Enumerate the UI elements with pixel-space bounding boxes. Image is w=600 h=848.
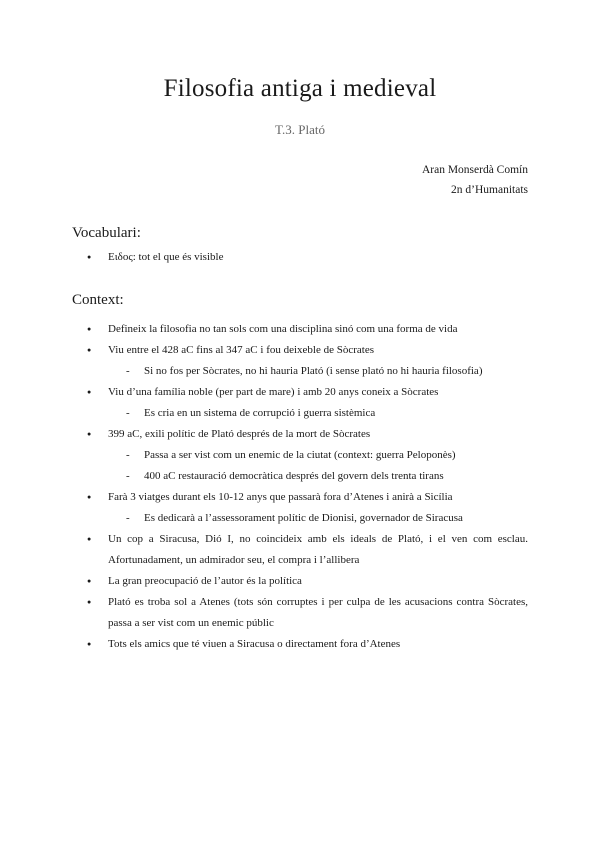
author-block bbox=[422, 160, 528, 200]
list-item: ● Ειδος: tot el que és visible bbox=[72, 247, 528, 268]
sub-list-item: - Es dedicarà a l’assessorament polític de Dionisi, governador de Siracusa bbox=[108, 508, 528, 529]
section-heading-vocabulari: Vocabulari: bbox=[72, 225, 141, 241]
sub-list bbox=[108, 361, 528, 382]
list-item bbox=[72, 592, 528, 634]
list-item bbox=[72, 424, 528, 487]
list-item-text: Plató es troba sol a Atenes (tots són corruptes i per culpa de les acusacions contra Sòcrates, passa a ser vist com un enemic públic bbox=[108, 596, 528, 629]
author-name: Aran Monserdà Comín bbox=[421, 164, 528, 176]
list-item bbox=[72, 634, 528, 655]
list-item bbox=[72, 487, 528, 529]
sub-list bbox=[108, 508, 528, 529]
document-title: Filosofia antiga i medieval bbox=[163, 75, 437, 102]
list-item-text: Un cop a Siracusa, Dió I, no coincideix amb els ideals de Plató, i el ven com esclau. Afortunadament, un admirador seu, el compra i l’allibera bbox=[108, 533, 528, 566]
author-course: 2n d’Humanitats bbox=[451, 184, 528, 196]
context-list bbox=[72, 319, 528, 655]
list-item bbox=[72, 382, 528, 424]
list-item bbox=[72, 340, 528, 382]
vocabulari-list bbox=[72, 247, 528, 268]
list-item-text: Viu d’una família noble (per part de mare) i amb 20 anys coneix a Sòcrates bbox=[108, 386, 439, 398]
sub-list-item: - Si no fos per Sòcrates, no hi hauria Plató (i sense plató no hi hauria filosofia) bbox=[108, 361, 528, 382]
sub-list-item: - 400 aC restauració democràtica després del govern dels trenta tirans bbox=[108, 466, 528, 487]
sub-list bbox=[108, 403, 528, 424]
list-item bbox=[72, 529, 528, 571]
list-item bbox=[72, 571, 528, 592]
list-item-text: Tots els amics que té viuen a Siracusa o directament fora d’Atenes bbox=[108, 638, 401, 650]
list-item-text: Farà 3 viatges durant els 10-12 anys que passarà fora d’Atenes i anirà a Sicília bbox=[108, 491, 453, 503]
document-subtitle: T.3. Plató bbox=[275, 122, 325, 137]
sub-list bbox=[108, 445, 528, 487]
list-item-text: La gran preocupació de l’autor és la política bbox=[108, 575, 302, 587]
sub-list-item: - Es cria en un sistema de corrupció i guerra sistèmica bbox=[108, 403, 528, 424]
list-item-text: Defineix la filosofia no tan sols com una disciplina sinó com una forma de vida bbox=[108, 323, 458, 335]
list-item-text: 399 aC, exili polític de Plató després de la mort de Sòcrates bbox=[108, 428, 371, 440]
list-item-text: Viu entre el 428 aC fins al 347 aC i fou deixeble de Sòcrates bbox=[108, 344, 375, 356]
sub-list-item: - Passa a ser vist com un enemic de la ciutat (context: guerra Peloponès) bbox=[108, 445, 528, 466]
section-heading-context: Context: bbox=[72, 292, 124, 308]
list-item bbox=[72, 319, 528, 340]
